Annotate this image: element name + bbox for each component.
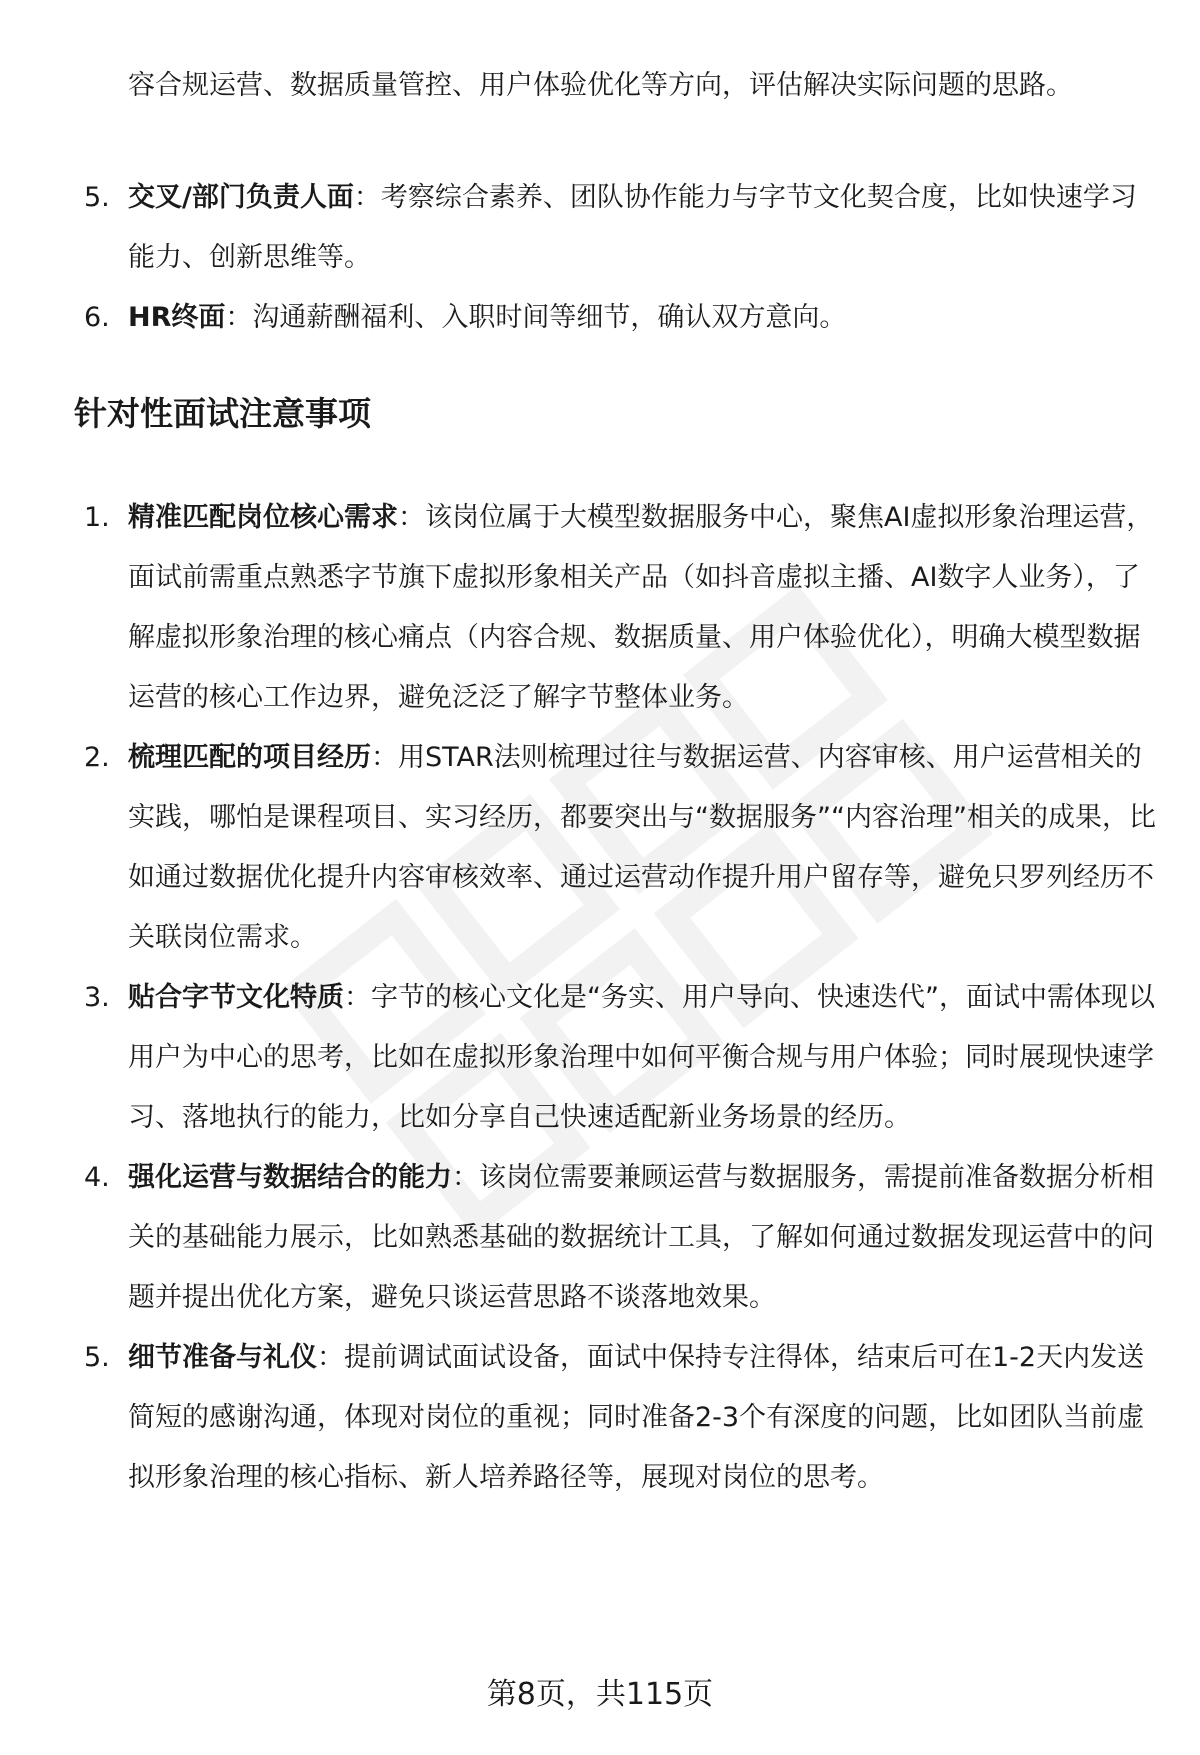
list-item-separator: ： [344,982,371,1013]
list-item-heading: 交叉/部门负责人面 [128,182,354,213]
list-item-heading: 梳理匹配的项目经历 [128,742,371,773]
list-item-body: 提前调试面试设备，面试中保持专注得体，结束后可在1-2天内发送简短的感谢沟通，体现对岗位的重视；同时准备2-3个有深度的问题，比如团队当前虚拟形象治理的核心指标、新人培养路径等，展现对岗位的思考。 [128,1342,1145,1493]
list-item-separator: ： [398,502,425,533]
list-item-separator: ： [371,742,398,773]
list-item [0,168,1200,288]
list-item-number: 5. [84,1342,110,1373]
list-item-separator: ： [225,302,253,333]
list-item [0,288,1200,348]
list-item-heading: 贴合字节文化特质 [128,982,344,1013]
list-item-body: 字节的核心文化是“务实、用户导向、快速迭代”，面试中需体现以用户为中心的思考，比如在虚拟形象治理中如何平衡合规与用户体验；同时展现快速学习、落地执行的能力，比如分享自己快速适配新业务场景的经历。 [128,982,1155,1133]
page-footer [0,1673,1200,1717]
list-item [0,488,1200,728]
list-item-heading: 细节准备与礼仪 [128,1342,317,1373]
list-item-separator: ： [452,1162,479,1193]
list-item [0,728,1200,968]
main-numbered-list [0,488,1200,1508]
list-item-number: 2. [84,742,110,773]
list-item-number: 5. [84,182,110,213]
list-item-separator: ： [317,1342,344,1373]
section-title: 针对性面试注意事项 [74,394,371,433]
list-item-heading: 强化运营与数据结合的能力 [128,1162,452,1193]
list-item-body: 该岗位需要兼顾运营与数据服务，需提前准备数据分析相关的基础能力展示，比如熟悉基础的数据统计工具，了解如何通过数据发现运营中的问题并提出优化方案，避免只谈运营思路不谈落地效果。 [128,1162,1154,1313]
list-item-number: 1. [84,502,110,533]
page-number-label: 第8页，共115页 [486,1677,714,1712]
list-item-body: 该岗位属于大模型数据服务中心，聚焦AI虚拟形象治理运营，面试前需重点熟悉字节旗下虚拟形象相关产品（如抖音虚拟主播、AI数字人业务），了解虚拟形象治理的核心痛点（内容合规、数据质量、用户体验优化），明确大模型数据运营的核心工作边界，避免泛泛了解字节整体业务。 [128,502,1154,713]
list-item-number: 3. [84,982,110,1013]
list-item-heading: HR终面 [128,302,226,333]
list-item-body: 考察综合素养、团队协作能力与字节文化契合度，比如快速学习能力、创新思维等。 [128,182,1137,273]
list-item-heading: 精准匹配岗位核心需求 [128,502,398,533]
list-item [0,968,1200,1148]
list-item-separator: ： [353,182,381,213]
list-item [0,1328,1200,1508]
list-item-body: 用STAR法则梳理过往与数据运营、内容审核、用户运营相关的实践，哪怕是课程项目、实习经历，都要突出与“数据服务”“内容治理”相关的成果，比如通过数据优化提升内容审核效率、通过运营动作提升用户留存等，避免只罗列经历不关联岗位需求。 [128,742,1156,953]
list-item-number: 6. [84,302,110,333]
continuation-text: 容合规运营、数据质量管控、用户体验优化等方向，评估解决实际问题的思路。 [128,70,1073,101]
list-item [0,1148,1200,1328]
list-item-number: 4. [84,1162,110,1193]
list-item-body: 沟通薪酬福利、入职时间等细节，确认双方意向。 [252,302,847,333]
continuation-paragraph [128,56,1158,116]
top-numbered-list [0,168,1200,348]
